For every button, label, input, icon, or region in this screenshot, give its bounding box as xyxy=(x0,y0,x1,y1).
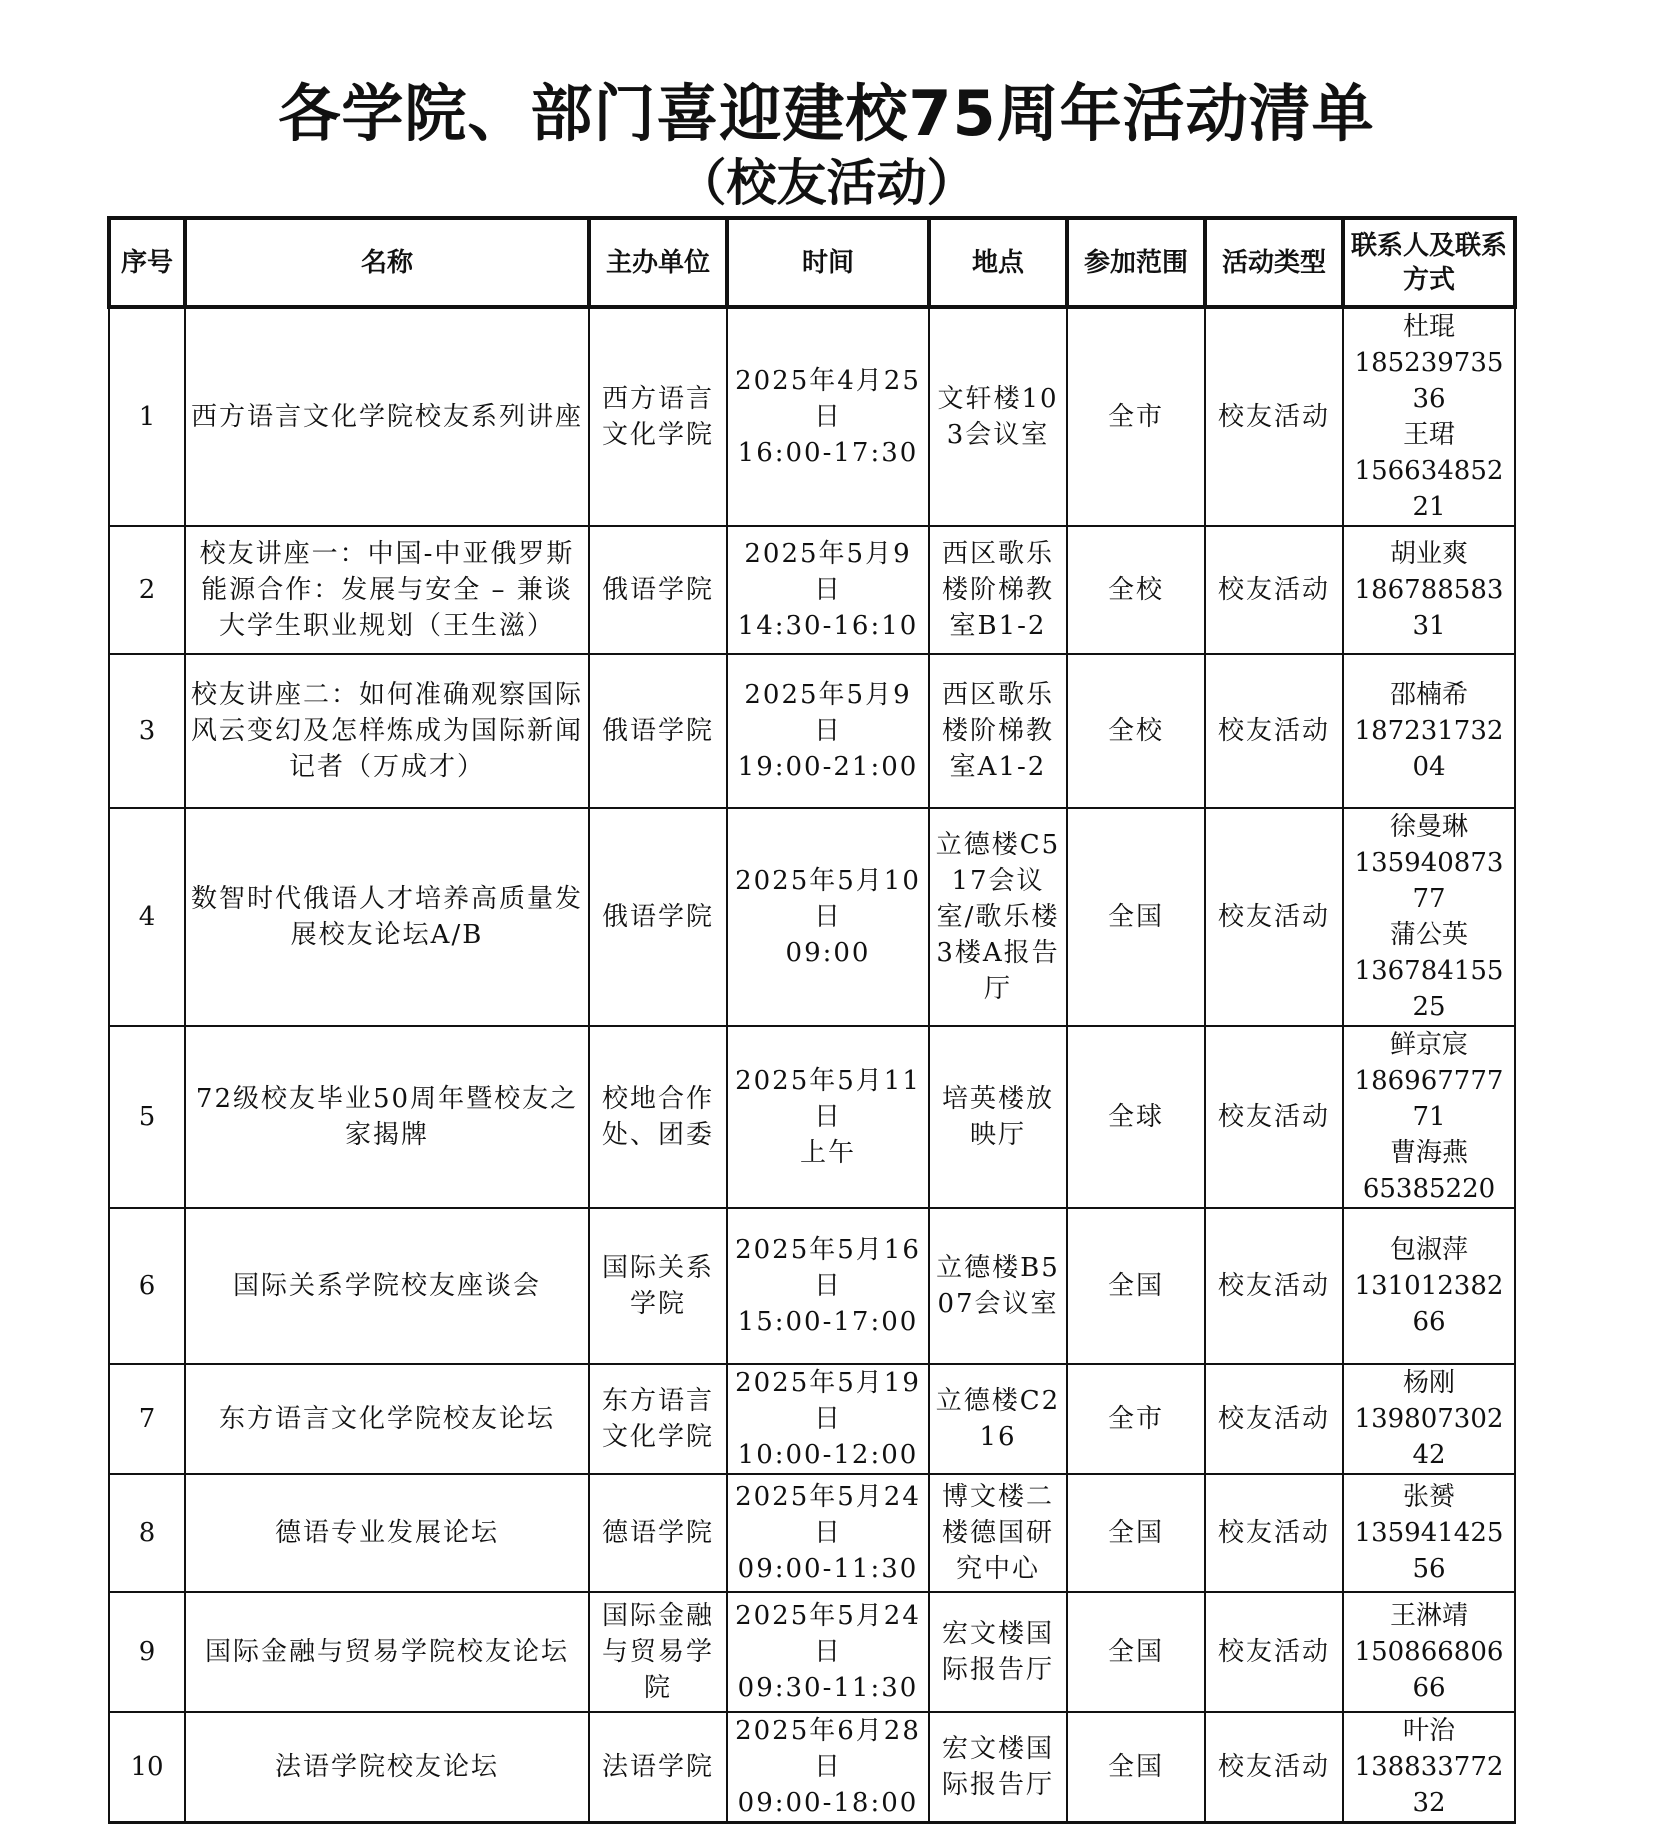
cell-time-text: 10:00-12:00 xyxy=(737,1440,919,1470)
cell-location: 立德楼C517会议室/歌乐楼3楼A报告厅 xyxy=(929,808,1067,1026)
cell-organizer: 俄语学院 xyxy=(589,654,727,808)
cell-contact xyxy=(1343,1026,1515,1208)
cell-scope: 全市 xyxy=(1067,307,1205,526)
contact-phone: 18696777771 xyxy=(1354,1066,1504,1132)
cell-time xyxy=(727,808,929,1026)
contact-phone: 13594087377 xyxy=(1354,848,1504,914)
cell-scope: 全国 xyxy=(1067,1474,1205,1592)
cell-date-text: 2025年6月28日 xyxy=(735,1716,921,1782)
contact-name: 邵楠希 xyxy=(1389,680,1468,710)
cell-time-text: 09:30-11:30 xyxy=(737,1673,919,1703)
cell-no: 8 xyxy=(109,1474,185,1592)
cell-time xyxy=(727,654,929,808)
cell-scope: 全国 xyxy=(1067,808,1205,1026)
cell-no: 9 xyxy=(109,1592,185,1712)
contact-phone: 13678415525 xyxy=(1354,956,1504,1022)
table-row xyxy=(109,808,1515,1026)
cell-date-text: 2025年5月19日 xyxy=(735,1368,921,1434)
table-row xyxy=(109,654,1515,808)
cell-no: 6 xyxy=(109,1208,185,1364)
contact-name: 杜琨 xyxy=(1402,312,1455,342)
table-row xyxy=(109,1364,1515,1474)
table-row xyxy=(109,526,1515,654)
contact-name: 胡业爽 xyxy=(1389,539,1468,569)
cell-time-text: 14:30-16:10 xyxy=(737,611,919,641)
cell-type: 校友活动 xyxy=(1205,1026,1343,1208)
cell-organizer: 东方语言文化学院 xyxy=(589,1364,727,1474)
cell-contact xyxy=(1343,1208,1515,1364)
cell-location: 宏文楼国际报告厅 xyxy=(929,1592,1067,1712)
cell-organizer: 德语学院 xyxy=(589,1474,727,1592)
cell-organizer: 西方语言文化学院 xyxy=(589,307,727,526)
cell-type: 校友活动 xyxy=(1205,307,1343,526)
cell-organizer: 俄语学院 xyxy=(589,808,727,1026)
header-type: 活动类型 xyxy=(1205,218,1343,307)
cell-time xyxy=(727,1208,929,1364)
cell-contact xyxy=(1343,526,1515,654)
header-organizer: 主办单位 xyxy=(589,218,727,307)
contact-name: 杨刚 xyxy=(1402,1368,1455,1398)
document-title: 各学院、部门喜迎建校75周年活动清单 xyxy=(278,77,1375,150)
cell-location: 西区歌乐楼阶梯教室B1-2 xyxy=(929,526,1067,654)
header-scope: 参加范围 xyxy=(1067,218,1205,307)
cell-date-text: 2025年5月9日 xyxy=(744,680,912,746)
cell-contact xyxy=(1343,1592,1515,1712)
cell-time xyxy=(727,1592,929,1712)
cell-contact xyxy=(1343,307,1515,526)
cell-time xyxy=(727,1364,929,1474)
contact-phone: 15086680666 xyxy=(1354,1637,1504,1703)
cell-time-text: 09:00-18:00 xyxy=(737,1788,919,1818)
cell-organizer: 校地合作处、团委 xyxy=(589,1026,727,1208)
cell-time-text: 上午 xyxy=(799,1138,856,1168)
activity-table xyxy=(107,216,1517,1824)
cell-scope: 全市 xyxy=(1067,1364,1205,1474)
cell-scope: 全校 xyxy=(1067,526,1205,654)
header-name: 名称 xyxy=(185,218,589,307)
table-row xyxy=(109,307,1515,526)
cell-contact xyxy=(1343,1364,1515,1474)
cell-scope: 全校 xyxy=(1067,654,1205,808)
cell-name: 法语学院校友论坛 xyxy=(185,1712,589,1823)
header-contact: 联系人及联系方式 xyxy=(1343,218,1515,307)
contact-name: 曹海燕 xyxy=(1389,1138,1468,1168)
header-no: 序号 xyxy=(109,218,185,307)
cell-name: 数智时代俄语人才培养高质量发展校友论坛A/B xyxy=(185,808,589,1026)
cell-scope: 全球 xyxy=(1067,1026,1205,1208)
cell-type: 校友活动 xyxy=(1205,1208,1343,1364)
cell-name: 72级校友毕业50周年暨校友之家揭牌 xyxy=(185,1026,589,1208)
cell-name: 西方语言文化学院校友系列讲座 xyxy=(185,307,589,526)
contact-phone: 18678858331 xyxy=(1354,575,1504,641)
cell-location: 文轩楼103会议室 xyxy=(929,307,1067,526)
cell-organizer: 俄语学院 xyxy=(589,526,727,654)
contact-name: 叶治 xyxy=(1402,1716,1455,1746)
contact-phone: 65385220 xyxy=(1362,1174,1496,1204)
cell-type: 校友活动 xyxy=(1205,1364,1343,1474)
cell-scope: 全国 xyxy=(1067,1712,1205,1823)
cell-no: 7 xyxy=(109,1364,185,1474)
cell-contact xyxy=(1343,1712,1515,1823)
cell-no: 3 xyxy=(109,654,185,808)
cell-organizer: 法语学院 xyxy=(589,1712,727,1823)
cell-no: 4 xyxy=(109,808,185,1026)
contact-name: 鲜京宸 xyxy=(1389,1030,1468,1060)
cell-no: 1 xyxy=(109,307,185,526)
cell-contact xyxy=(1343,1474,1515,1592)
header-time: 时间 xyxy=(727,218,929,307)
header-location: 地点 xyxy=(929,218,1067,307)
cell-time xyxy=(727,1026,929,1208)
contact-name: 张赟 xyxy=(1402,1482,1455,1512)
cell-name: 东方语言文化学院校友论坛 xyxy=(185,1364,589,1474)
table-row xyxy=(109,1208,1515,1364)
cell-time-text: 09:00 xyxy=(785,938,871,968)
cell-time xyxy=(727,307,929,526)
cell-name: 国际金融与贸易学院校友论坛 xyxy=(185,1592,589,1712)
table-row xyxy=(109,1592,1515,1712)
cell-time xyxy=(727,1474,929,1592)
cell-contact xyxy=(1343,808,1515,1026)
cell-location: 培英楼放映厅 xyxy=(929,1026,1067,1208)
cell-time-text: 09:00-11:30 xyxy=(737,1554,919,1584)
table-row xyxy=(109,1712,1515,1823)
cell-type: 校友活动 xyxy=(1205,654,1343,808)
cell-type: 校友活动 xyxy=(1205,1474,1343,1592)
cell-date-text: 2025年5月24日 xyxy=(735,1601,921,1667)
cell-date-text: 2025年5月10日 xyxy=(735,866,921,932)
contact-phone: 13980730242 xyxy=(1354,1404,1504,1470)
contact-phone: 13883377232 xyxy=(1354,1752,1504,1818)
cell-location: 宏文楼国际报告厅 xyxy=(929,1712,1067,1823)
cell-contact xyxy=(1343,654,1515,808)
cell-type: 校友活动 xyxy=(1205,1712,1343,1823)
cell-date-text: 2025年5月16日 xyxy=(735,1235,921,1301)
contact-phone: 18523973536 xyxy=(1354,348,1504,414)
cell-location: 西区歌乐楼阶梯教室A1-2 xyxy=(929,654,1067,808)
cell-name: 校友讲座二：如何准确观察国际风云变幻及怎样炼成为国际新闻记者（万成才） xyxy=(185,654,589,808)
cell-location: 立德楼C216 xyxy=(929,1364,1067,1474)
cell-time-text: 16:00-17:30 xyxy=(737,438,919,468)
contact-phone: 18723173204 xyxy=(1354,716,1504,782)
cell-scope: 全国 xyxy=(1067,1592,1205,1712)
table-row xyxy=(109,1026,1515,1208)
contact-name: 王淋靖 xyxy=(1389,1601,1468,1631)
cell-type: 校友活动 xyxy=(1205,808,1343,1026)
table-row xyxy=(109,1474,1515,1592)
contact-phone: 13594142556 xyxy=(1354,1518,1504,1584)
contact-phone: 15663485221 xyxy=(1354,456,1504,522)
cell-no: 2 xyxy=(109,526,185,654)
contact-name: 王珺 xyxy=(1402,420,1455,450)
cell-name: 国际关系学院校友座谈会 xyxy=(185,1208,589,1364)
contact-name: 蒲公英 xyxy=(1389,920,1468,950)
document-subtitle: （校友活动） xyxy=(676,154,977,212)
cell-scope: 全国 xyxy=(1067,1208,1205,1364)
cell-location: 立德楼B507会议室 xyxy=(929,1208,1067,1364)
contact-name: 包淑萍 xyxy=(1389,1235,1468,1265)
cell-type: 校友活动 xyxy=(1205,526,1343,654)
cell-organizer: 国际关系学院 xyxy=(589,1208,727,1364)
cell-no: 5 xyxy=(109,1026,185,1208)
cell-name: 德语专业发展论坛 xyxy=(185,1474,589,1592)
cell-organizer: 国际金融与贸易学院 xyxy=(589,1592,727,1712)
table-header-row xyxy=(109,218,1515,307)
cell-no: 10 xyxy=(109,1712,185,1823)
cell-location: 博文楼二楼德国研究中心 xyxy=(929,1474,1067,1592)
cell-time xyxy=(727,526,929,654)
cell-date-text: 2025年4月25日 xyxy=(735,366,921,432)
cell-name xyxy=(185,526,589,654)
cell-date-text: 2025年5月24日 xyxy=(735,1482,921,1548)
cell-date-text: 2025年5月11日 xyxy=(735,1066,921,1132)
cell-time-text: 19:00-21:00 xyxy=(737,752,919,782)
cell-time-text: 15:00-17:00 xyxy=(737,1307,919,1337)
contact-phone: 13101238266 xyxy=(1354,1271,1504,1337)
cell-date-text: 2025年5月9日 xyxy=(744,539,912,605)
cell-time xyxy=(727,1712,929,1823)
cell-type: 校友活动 xyxy=(1205,1592,1343,1712)
contact-name: 徐曼琳 xyxy=(1389,812,1468,842)
cell-name-text: 校友讲座一：中国-中亚俄罗斯能源合作：发展与安全 – 兼谈大学生职业规划（王生滋） xyxy=(199,539,575,641)
